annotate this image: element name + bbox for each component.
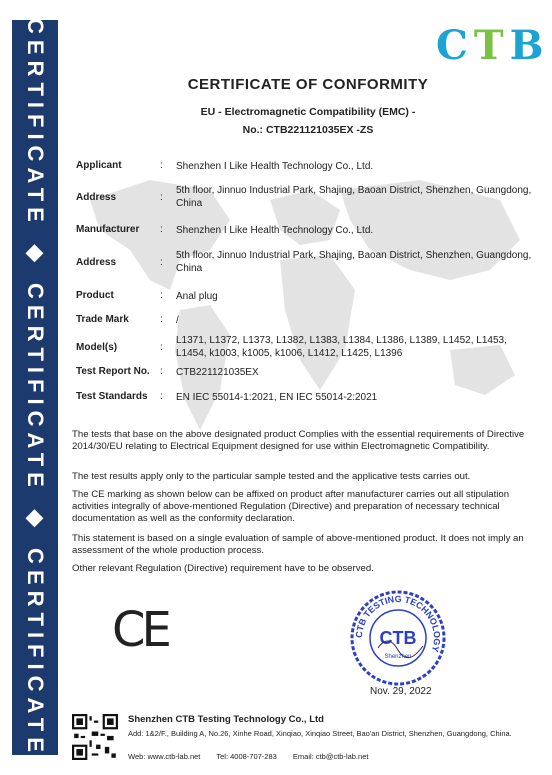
footer-address: Add: 1&2/F., Building A, No.26, Xinhe Road, Xinqiao, Xinqiao Street, Bao'an District, Shenzhen, Guangdong, China. — [128, 729, 512, 738]
field-colon: : — [160, 224, 163, 235]
field-label: Applicant — [76, 160, 122, 171]
footer-email: Email: ctb@ctb-lab.net — [292, 752, 369, 761]
field-value: 5th floor, Jinnuo Industrial Park, Shajing, Baoan District, Shenzhen, Guangdong, China — [176, 250, 532, 274]
field-label: Product — [76, 290, 114, 301]
certificate-sidebar — [12, 17, 58, 758]
certificate-title: CERTIFICATE OF CONFORMITY — [187, 76, 429, 93]
statement-paragraph: The tests that base on the above designated product Complies with the essential requirements of Directive 2014/30/EU relating to Electrical Equipment designed for use within Electromagnetic Compatibility. — [72, 429, 525, 452]
field-colon: : — [160, 257, 163, 268]
field-colon: : — [160, 342, 163, 353]
field-value: EN IEC 55014-1:2021, EN IEC 55014-2:2021 — [176, 392, 378, 403]
field-label: Test Report No. — [76, 366, 150, 377]
certificate-number: No.: CTB221121035EX -ZS — [242, 124, 374, 136]
stamp-sub-text: Shenzhen — [384, 654, 412, 660]
certificate-subtitle: EU - Electromagnetic Compatibility (EMC) - — [200, 106, 416, 118]
field-colon: : — [160, 391, 163, 402]
field-label: Model(s) — [76, 342, 118, 353]
field-colon: : — [160, 160, 163, 171]
statement-paragraph: The test results apply only to the particular sample tested and the applicative tests carries out. — [72, 471, 471, 482]
ce-mark: CE — [112, 602, 168, 658]
signature-date: Nov. 29, 2022 — [370, 686, 432, 697]
field-label: Trade Mark — [76, 314, 129, 325]
sidebar-text: CERTIFICATE ◆ CERTIFICATE ◆ CERTIFICATE — [23, 17, 48, 758]
footer-company: Shenzhen CTB Testing Technology Co., Ltd — [128, 714, 324, 725]
field-value: Shenzhen I Like Health Technology Co., Ltd. — [176, 225, 374, 236]
logo-letter-b: B — [509, 22, 550, 69]
field-label: Test Standards — [76, 391, 148, 402]
footer-tel: Tel: 4008-707-283 — [216, 752, 277, 761]
field-colon: : — [160, 366, 163, 377]
stamp-center-text: CTB — [379, 628, 417, 648]
stamp-ring-text: CTB TESTING TECHNOLOGY — [353, 593, 443, 654]
field-label: Address — [76, 192, 117, 203]
logo-letter-c: C — [436, 22, 474, 69]
logo-letter-t: T — [473, 22, 510, 69]
footer-contacts — [128, 752, 382, 761]
statement-paragraph: Other relevant Regulation (Directive) requirement have to be observed. — [72, 563, 374, 574]
field-value: Anal plug — [176, 291, 218, 302]
field-colon: : — [160, 192, 163, 203]
statement-paragraph: This statement is based on a single evaluation of sample of above-mentioned product. It does not imply an assessment of the whole production process. — [72, 533, 524, 556]
field-value: Shenzhen I Like Health Technology Co., Ltd. — [176, 161, 374, 172]
field-value: / — [176, 315, 179, 326]
field-value: CTB221121035EX — [176, 367, 259, 378]
field-label: Address — [76, 257, 117, 268]
statement-paragraph: The CE marking as shown below can be affixed on product after manufacturer carries out all stipulation activities integrally of above-mentioned Regulation (Directive) and preparation of necessary technical documentation as well as the conformity declaration. — [72, 489, 510, 524]
field-value: L1371, L1372, L1373, L1382, L1383, L1384, L1386, L1389, L1452, L1453, L1454, k1003, k1005, k1006, L1412, L1425, L1396 — [176, 335, 507, 359]
footer-web: Web: www.ctb-lab.net — [128, 752, 201, 761]
field-colon: : — [160, 290, 163, 301]
field-value: 5th floor, Jinnuo Industrial Park, Shajing, Baoan District, Shenzhen, Guangdong, China — [176, 185, 532, 209]
official-stamp — [348, 588, 448, 688]
field-label: Manufacturer — [76, 224, 140, 235]
qr-code — [72, 714, 118, 760]
field-colon: : — [160, 314, 163, 325]
ctb-logo — [436, 22, 549, 69]
